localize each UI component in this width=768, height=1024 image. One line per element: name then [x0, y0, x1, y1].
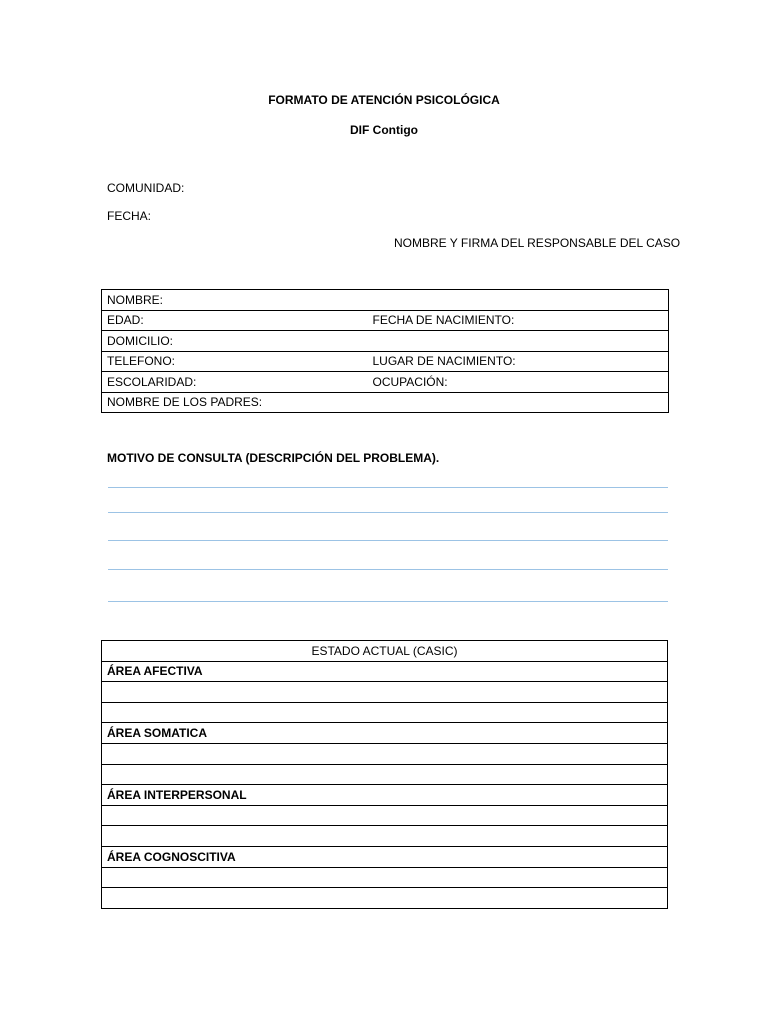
writing-line [108, 487, 668, 488]
nombre-field: NOMBRE: [102, 290, 669, 311]
table-row [102, 846, 668, 867]
comunidad-label: COMUNIDAD: [107, 181, 185, 195]
writing-line [108, 512, 668, 513]
firma-label: NOMBRE Y FIRMA DEL RESPONSABLE DEL CASO [394, 236, 681, 250]
table-row [102, 723, 668, 744]
writing-line [108, 540, 668, 541]
writing-line [108, 569, 668, 570]
fecha-nacimiento-field: FECHA DE NACIMIENTO: [368, 310, 669, 331]
blank-cell [102, 888, 668, 909]
blank-cell [102, 826, 668, 847]
blank-cell [102, 682, 668, 703]
table-row [102, 661, 668, 682]
motivo-consulta-heading: MOTIVO DE CONSULTA (DESCRIPCIÓN DEL PROBLEMA). [107, 451, 440, 465]
area-interpersonal-label: ÁREA INTERPERSONAL [102, 785, 668, 806]
escolaridad-field: ESCOLARIDAD: [102, 372, 368, 393]
table-row [102, 888, 668, 909]
area-cognoscitiva-label: ÁREA COGNOSCITIVA [102, 846, 668, 867]
table-row [102, 351, 669, 372]
table-row [102, 372, 669, 393]
fecha-label: FECHA: [107, 209, 152, 223]
table-row [102, 702, 668, 723]
ocupacion-field: OCUPACIÓN: [368, 372, 669, 393]
blank-cell [102, 743, 668, 764]
personal-info-table [101, 289, 669, 413]
blank-cell [102, 805, 668, 826]
table-row [102, 641, 668, 662]
writing-line [108, 601, 668, 602]
estado-actual-table [101, 640, 668, 909]
domicilio-field: DOMICILIO: [102, 331, 669, 352]
lugar-nacimiento-field: LUGAR DE NACIMIENTO: [368, 351, 669, 372]
table-row [102, 310, 669, 331]
padres-field: NOMBRE DE LOS PADRES: [102, 392, 669, 413]
table-row [102, 764, 668, 785]
table-row [102, 682, 668, 703]
table-row [102, 805, 668, 826]
telefono-field: TELEFONO: [102, 351, 368, 372]
table-row [102, 392, 669, 413]
table-row [102, 867, 668, 888]
estado-actual-header: ESTADO ACTUAL (CASIC) [102, 641, 668, 662]
blank-cell [102, 764, 668, 785]
blank-cell [102, 702, 668, 723]
document-subtitle: DIF Contigo [350, 123, 418, 137]
area-afectiva-label: ÁREA AFECTIVA [102, 661, 668, 682]
table-row [102, 743, 668, 764]
document-title: FORMATO DE ATENCIÓN PSICOLÓGICA [268, 93, 500, 107]
table-row [102, 826, 668, 847]
table-row [102, 331, 669, 352]
edad-field: EDAD: [102, 310, 368, 331]
table-row [102, 290, 669, 311]
blank-cell [102, 867, 668, 888]
table-row [102, 785, 668, 806]
area-somatica-label: ÁREA SOMATICA [102, 723, 668, 744]
